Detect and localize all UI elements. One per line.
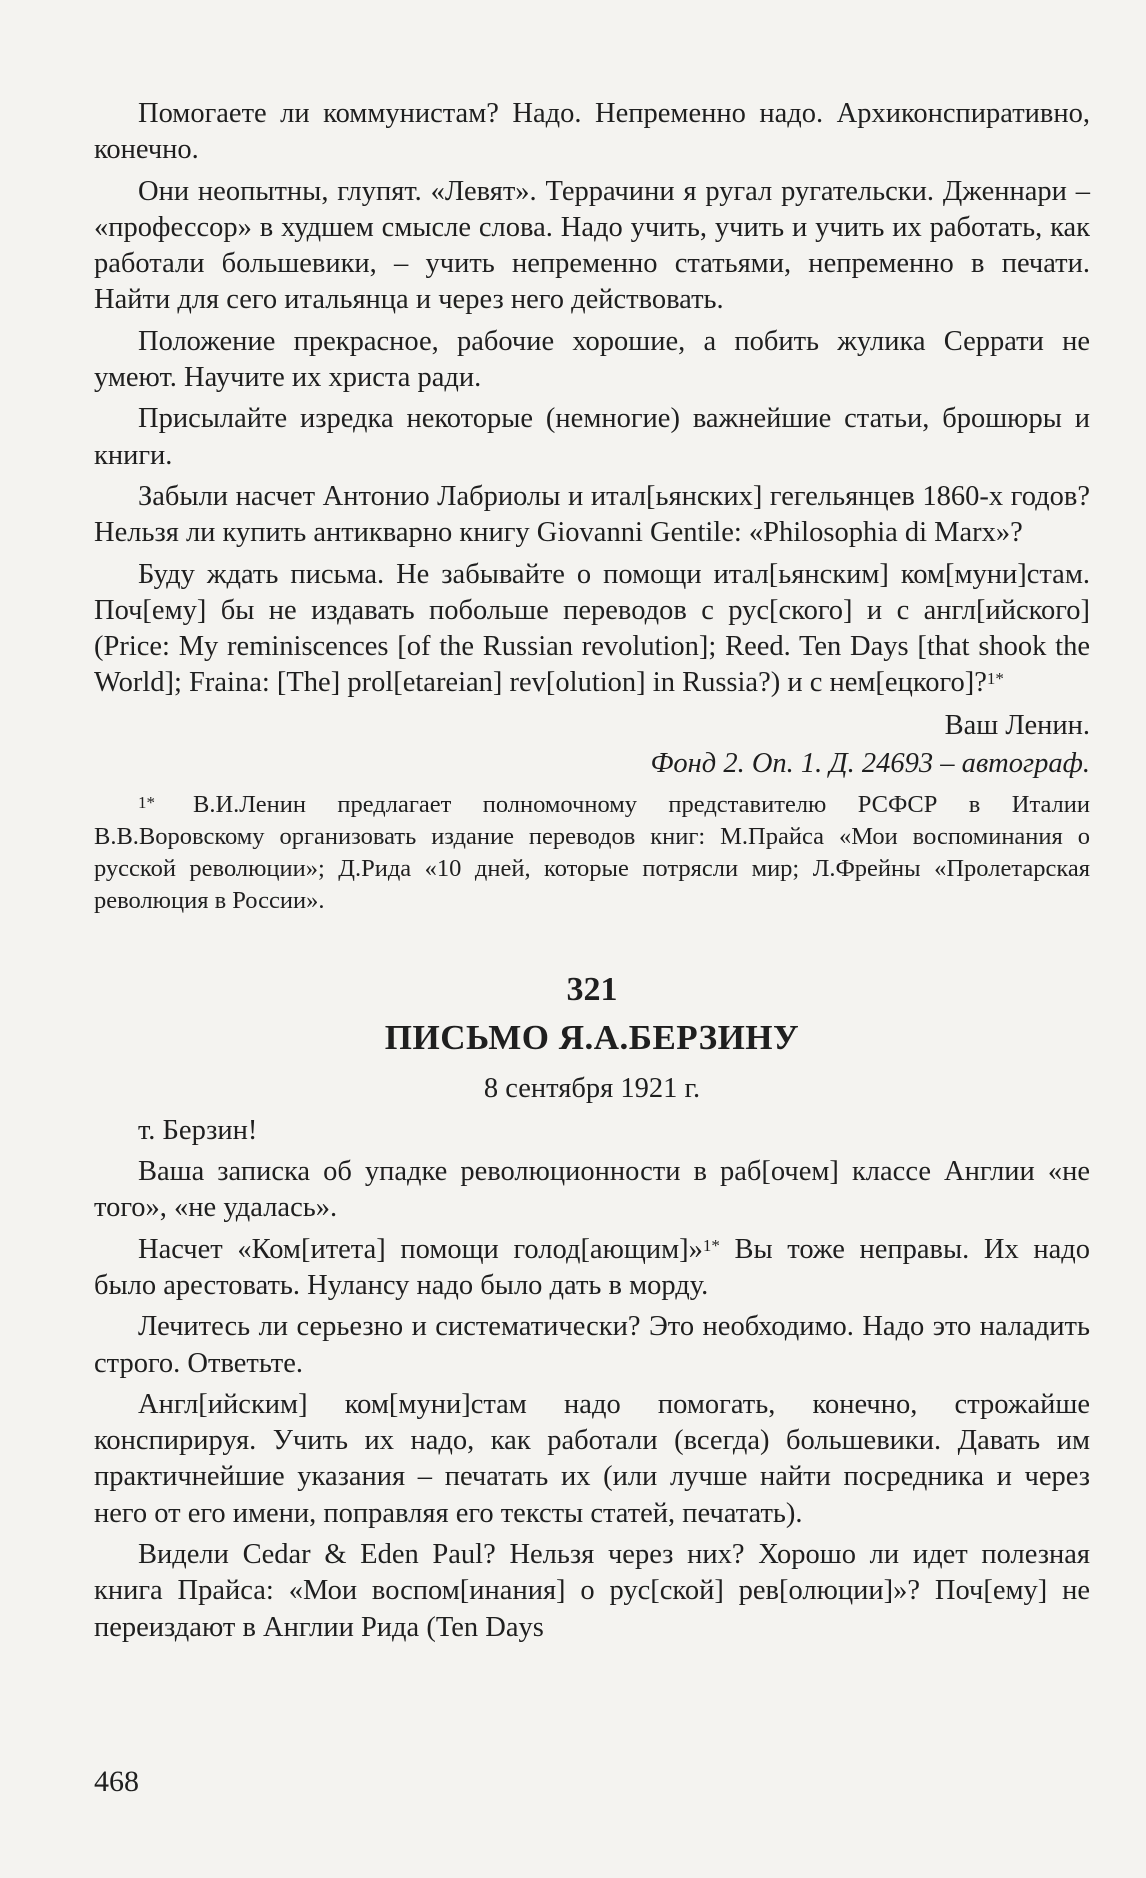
document-title: ПИСЬМО Я.А.БЕРЗИНУ xyxy=(384,1017,800,1057)
paragraph: Положение прекрасное, рабочие хорошие, а побить жулика Серрати не умеют. Научите их христа ради. xyxy=(94,325,1090,394)
paragraph: Лечитесь ли серьезно и систематически? Это необходимо. Надо это наладить строго. Ответьте. xyxy=(94,1311,1090,1379)
paragraph-text: Насчет «Ком[итета] помощи голод[ающим]» xyxy=(138,1233,703,1265)
paragraph-with-note xyxy=(94,557,1090,702)
signature: Ваш Ленин. xyxy=(944,709,1090,741)
paragraph: Они неопытны, глупят. «Левят». Террачини я ругал ругательски. Дженнари – «профессор» в худшем смысле слова. Надо учить, учить и учить их работать, как работали большевики, – учить непременно статьями, непременно в печати. Найти для сего итальянца и через него действовать. xyxy=(94,175,1090,316)
page-content xyxy=(94,96,1090,1651)
paragraph: Англ[ийским] ком[муни]стам надо помогать, конечно, строжайше конспирируя. Учить их надо, как работали (всегда) большевики. Давать им практичнейшие указания – печатать их (или лучше найти посредника и через него от его имени, поправляя его тексты статей, печатать). xyxy=(94,1388,1090,1529)
document-date: 8 сентября 1921 г. xyxy=(483,1072,701,1104)
footnote xyxy=(94,789,1090,917)
paragraph: Видели Cedar & Eden Paul? Нельзя через них? Хорошо ли идет полезная книга Прайса: «Мои воспом[инания] о рус[ской] рев[олюции]»? Поч[ему] не переиздают в Англии Рида (Ten Days xyxy=(94,1539,1090,1643)
footnote-reference: 1* xyxy=(702,1235,720,1255)
footnote-reference: 1* xyxy=(986,669,1004,689)
paragraph: Ваша записка об упадке революционности в раб[очем] классе Англии «не того», «не удалась». xyxy=(94,1156,1090,1224)
paragraph: Помогаете ли коммунистам? Надо. Непременно надо. Архиконспиративно, конечно. xyxy=(94,98,1090,166)
archive-reference: Фонд 2. Оп. 1. Д. 24693 – автограф. xyxy=(650,747,1090,779)
paragraph-with-note xyxy=(94,1232,1090,1305)
paragraph: Присылайте изредка некоторые (немногие) важнейшие статьи, брошюры и книги. xyxy=(94,403,1090,471)
page-number: 468 xyxy=(94,1765,139,1798)
paragraph: Забыли насчет Антонио Лабриолы и итал[ьянских] гегельянцев 1860-х годов? Нельзя ли купить антикварно книгу Giovanni Gentile: «Philosophia di Marx»? xyxy=(94,480,1090,549)
salutation: т. Берзин! xyxy=(138,1114,258,1146)
document-number: 321 xyxy=(566,970,618,1008)
paragraph-text: Вы тоже неправы. Их надо было арестовать. Нулансу надо было дать в морду. xyxy=(94,1233,1090,1301)
paragraph-text: Буду ждать письма. Не забывайте о помощи итал[ьянским] ком[муни]стам. Поч[ему] бы не издавать побольше переводов с рус[ского] и с англ[ийского] (Price: My reminiscences [of the Russian revolution]; Reed. Ten Days [that shook the World]; Fraina: [The] prol[etareian] rev[olution] in Russia?) и с нем[ецкого]? xyxy=(94,558,1090,699)
footnote-mark: 1* xyxy=(138,792,155,812)
footnote-text: В.И.Ленин предлагает полномочному представителю РСФСР в Италии В.В.Воровскому организовать издание переводов книг: М.Прайса «Мои воспоминания о русской революции»; Д.Рида «10 дней, которые потрясли мир; Л.Фрейны «Пролетарская революция в России». xyxy=(94,790,1090,914)
